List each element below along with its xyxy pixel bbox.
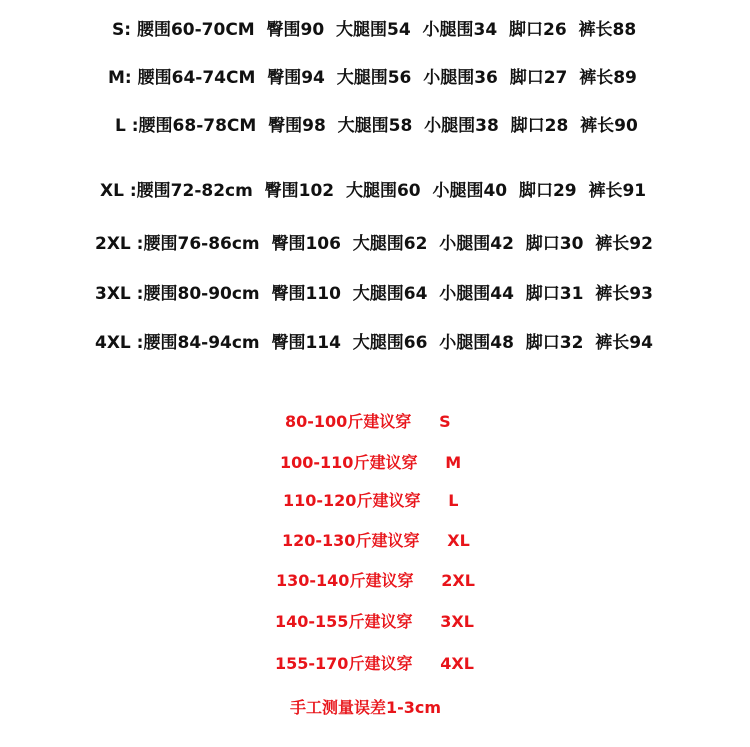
recommendation-xl: 120-130斤建议穿 XL [282, 531, 470, 550]
size-row-4xl: 4XL :腰围84-94cm 臀围114 大腿围66 小腿围48 脚口32 裤长94 [95, 333, 653, 353]
recommendation-m: 100-110斤建议穿 M [280, 453, 462, 472]
recommendation-4xl: 155-170斤建议穿 4XL [275, 654, 474, 673]
size-row-m: M: 腰围64-74CM 臀围94 大腿围56 小腿围36 脚口27 裤长89 [108, 68, 637, 88]
size-row-s: S: 腰围60-70CM 臀围90 大腿围54 小腿围34 脚口26 裤长88 [112, 20, 637, 40]
measurement-note: 手工测量误差1-3cm [290, 698, 442, 717]
size-row-2xl: 2XL :腰围76-86cm 臀围106 大腿围62 小腿围42 脚口30 裤长92 [95, 234, 653, 254]
size-row-l: L :腰围68-78CM 臀围98 大腿围58 小腿围38 脚口28 裤长90 [115, 116, 638, 136]
size-row-xl: XL :腰围72-82cm 臀围102 大腿围60 小腿围40 脚口29 裤长91 [100, 181, 647, 201]
recommendation-s: 80-100斤建议穿 S [285, 412, 451, 431]
recommendation-3xl: 140-155斤建议穿 3XL [275, 612, 474, 631]
recommendation-2xl: 130-140斤建议穿 2XL [276, 571, 475, 590]
recommendation-l: 110-120斤建议穿 L [283, 491, 459, 510]
size-row-3xl: 3XL :腰围80-90cm 臀围110 大腿围64 小腿围44 脚口31 裤长93 [95, 284, 653, 304]
